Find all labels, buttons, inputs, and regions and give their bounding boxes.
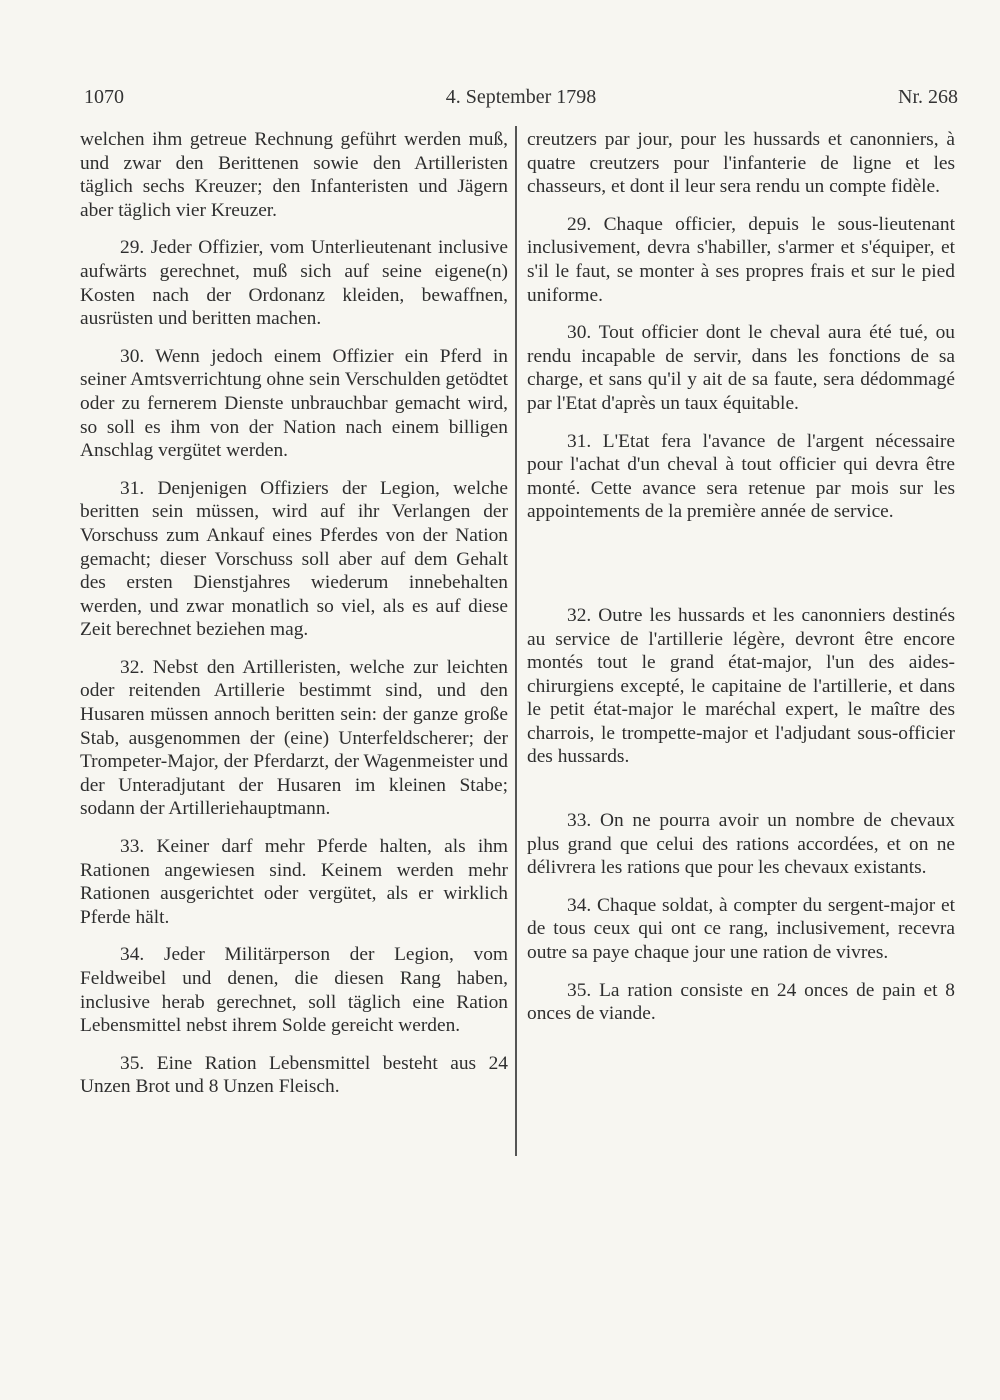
german-paragraph-29: 29. Jeder Offizier, vom Unterlieutenant inclusive aufwärts gerechnet, muß sich auf seine eigene(n) Kosten nach der Ordonanz kleiden, bewaffnen, ausrüsten und beritten machen. xyxy=(80,237,508,330)
french-paragraph-31: 31. L'Etat fera l'avance de l'argent nécessaire pour l'achat d'un cheval à tout officier qui devra être monté. Cette avance sera retenue par mois sur les appointements de la première année de service. xyxy=(527,430,955,523)
french-paragraph-28-continued: creutzers par jour, pour les hussards et canonniers, à quatre creutzers pour l'infanterie de ligne et les chasseurs, et dont il leur sera rendu un compte fidèle. xyxy=(527,129,955,198)
german-column xyxy=(80,128,508,1113)
french-paragraph-32: 32. Outre les hussards et les canonniers destinés au service de l'artillerie légère, devront être encore montés tout le grand état-major, l'un des aides-chirurgiens excepté, le capitaine de l'artillerie, et dans le petit état-major le maréchal expert, le maître des charrois, le trompette-major et l'adjudant sous-officier des hussards. xyxy=(527,604,955,768)
french-paragraph-35: 35. La ration consiste en 24 onces de pain et 8 onces de viande. xyxy=(527,979,955,1025)
german-paragraph-35: 35. Eine Ration Lebensmittel besteht aus 24 Unzen Brot und 8 Unzen Fleisch. xyxy=(80,1052,508,1098)
french-column xyxy=(527,128,955,1040)
column-divider xyxy=(515,126,517,1156)
german-paragraph-31: 31. Denjenigen Offiziers der Legion, welche beritten sein müssen, wird auf ihr Verlangen der Vorschuss zum Ankauf eines Pferdes von der Nation gemacht; dieser Vorschuss soll aber auf dem Gehalt des ersten Dienstjahres wiederum innebehalten werden, und zwar monatlich so viel, als es auf diese Zeit berechnet beziehen mag. xyxy=(80,477,508,641)
french-paragraph-34: 34. Chaque soldat, à compter du sergent-major et de tous ceux qui ont ce rang, inclusivement, recevra outre sa paye chaque jour une ration de vivres. xyxy=(527,894,955,964)
german-paragraph-34: 34. Jeder Militärperson der Legion, vom Feldweibel und denen, die diesen Rang haben, inclusive herab gerechnet, soll täglich eine Ration Lebensmittel nebst ihrem Solde gereicht werden. xyxy=(80,944,508,1037)
german-paragraph-28-continued: welchen ihm getreue Rechnung geführt werden muß, und zwar den Berittenen sowie den Artilleristen täglich sechs Kreuzer; den Infanteristen und Jägern aber täglich vier Kreuzer. xyxy=(80,129,508,221)
german-paragraph-32: 32. Nebst den Artilleristen, welche zur leichten oder reitenden Artillerie bestimmt sind, und den Husaren müssen annoch beritten sein: der ganze große Stab, ausgenommen der (eine) Unterfeldscherer; der Trompeter-Major, der Pferdarzt, der Wagenmeister und der Unteradjutant der Husaren im kleinen Stabe; sodann der Artilleriehauptmann. xyxy=(80,656,508,820)
page-number: 1070 xyxy=(84,86,124,108)
page-header xyxy=(84,86,958,120)
german-paragraph-33: 33. Keiner darf mehr Pferde halten, als ihm Rationen angewiesen sind. Keinem werden mehr Rationen ausgerichtet oder vergütet, als er wirklich Pferde hält. xyxy=(80,836,508,928)
header-date: 4. September 1798 xyxy=(445,86,597,108)
document-number: Nr. 268 xyxy=(898,86,958,108)
french-paragraph-29: 29. Chaque officier, depuis le sous-lieutenant inclusivement, devra s'habiller, s'armer et s'équiper, et s'il le faut, se monter à ses propres frais et sur le pied uniforme. xyxy=(527,213,955,306)
german-paragraph-30: 30. Wenn jedoch einem Offizier ein Pferd in seiner Amtsverrichtung ohne sein Verschulden getödtet oder zu fernerem Dienste unbrauchbar gemacht wird, so soll es ihm von der Nation nach einem billigen Anschlag vergütet werden. xyxy=(80,345,508,462)
french-paragraph-33: 33. On ne pourra avoir un nombre de chevaux plus grand que celui des rations accordées, et on ne délivrera les rations que pour les chevaux existants. xyxy=(527,810,955,879)
french-paragraph-30: 30. Tout officier dont le cheval aura été tué, ou rendu incapable de servir, dans les fonctions de sa charge, et sans qu'il y ait de sa faute, sera dédommagé par l'Etat d'après un taux équitable. xyxy=(527,322,955,414)
